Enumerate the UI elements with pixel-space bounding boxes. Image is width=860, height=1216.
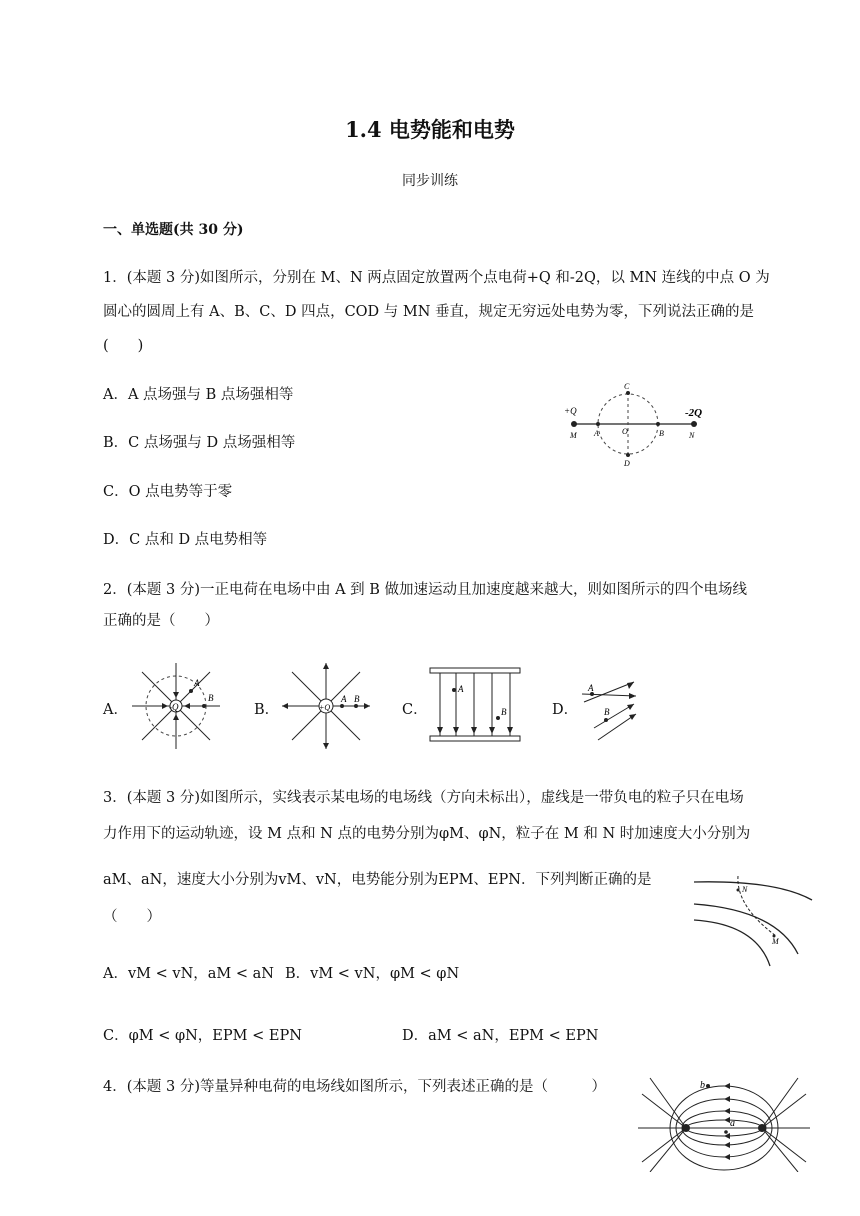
q1-fig-b-label: B	[659, 429, 664, 438]
q2-stem-line1: 2．(本题 3 分)一正电荷在电场中由 A 到 B 做加速运动且加速度越来越大，则如图所示的四个电场线	[103, 582, 748, 598]
q1-stem-line1: 1．(本题 3 分)如图所示，分别在 M、N 两点固定放置两个点电荷+Q 和-2Q，以 MN 连线的中点 O 为	[103, 270, 770, 286]
q1-option-c: C．O 点电势等于零	[103, 484, 233, 500]
q1-stem-line3: ( )	[103, 338, 144, 354]
q1-fig-neg-charge-label: -2Q	[685, 407, 703, 419]
q2-figure-d	[578, 670, 640, 746]
q4-fig-a-label: a	[730, 1118, 735, 1129]
q2-option-b-label: B．	[254, 702, 280, 718]
q2-option-a-label: A．	[103, 702, 128, 718]
q3-stem-line2: 力作用下的运动轨迹，设 M 点和 N 点的电势分别为φM、φN，粒子在 M 和 N 时加速度大小分别为	[103, 826, 751, 842]
q1-fig-pos-charge-label: +Q	[564, 406, 577, 416]
q4-stem-line1: 4．(本题 3 分)等量异种电荷的电场线如图所示，下列表述正确的是（ ）	[103, 1079, 606, 1095]
q2-figure-a	[128, 660, 224, 752]
q2-fig-b-a-label: A	[341, 694, 347, 704]
page-title: 1.4 电势能和电势	[345, 117, 515, 142]
q2-fig-d-b-label: B	[604, 707, 610, 717]
page-subtitle: 同步训练	[402, 173, 458, 189]
q1-fig-d-label: D	[624, 459, 630, 468]
q1-fig-n-label: N	[689, 431, 695, 440]
q1-fig-a-label: A	[594, 429, 599, 438]
q2-fig-d-a-label: A	[588, 683, 594, 693]
q3-stem-line1: 3．(本题 3 分)如图所示，实线表示某电场的电场线（方向未标出），虚线是一带负电的粒子只在电场	[103, 790, 744, 806]
q2-fig-b-b-label: B	[354, 694, 360, 704]
q2-option-c-label: C．	[402, 702, 428, 718]
q2-figure-c	[426, 664, 524, 746]
section-heading: 一、单选题(共 30 分)	[103, 222, 244, 238]
q3-figure	[690, 866, 816, 970]
q3-option-d: D．aM < aN，EPM < EPN	[402, 1028, 599, 1044]
q1-fig-m-label: M	[570, 431, 577, 440]
q2-fig-c-a-label: A	[458, 684, 464, 694]
q1-figure	[558, 378, 718, 468]
q3-option-a: A．vM < vN，aM < aN	[103, 966, 274, 982]
q1-fig-c-label: C	[624, 382, 630, 391]
q2-fig-a-a-label: A	[194, 678, 200, 688]
q1-option-b: B．C 点场强与 D 点场强相等	[103, 435, 296, 451]
q3-fig-m-label: M	[772, 937, 779, 946]
q2-option-d-label: D．	[552, 702, 579, 718]
q2-fig-c-b-label: B	[501, 707, 507, 717]
q1-option-d: D．C 点和 D 点电势相等	[103, 532, 268, 548]
q3-option-b: B．vM < vN，φM < φN	[285, 966, 460, 982]
q2-fig-a-b-label: B	[208, 693, 214, 703]
q2-fig-a-charge-label: -Q	[169, 702, 179, 712]
q1-stem-line2: 圆心的圆周上有 A、B、C、D 四点，COD 与 MN 垂直，规定无穷远处电势为零，下列说法正确的是	[103, 304, 755, 320]
q3-stem-line3: aM、aN，速度大小分别为vM、vN，电势能分别为EPM、EPN．下列判断正确的是	[103, 872, 652, 888]
q3-stem-line4: （ ）	[103, 909, 161, 925]
q2-stem-line2: 正确的是（ ）	[103, 613, 219, 629]
q2-figure-b	[278, 660, 374, 752]
q3-fig-n-label: N	[742, 885, 748, 894]
q2-fig-b-charge-label: +Q	[319, 703, 331, 712]
q1-option-a: A．A 点场强与 B 点场强相等	[103, 387, 294, 403]
q4-figure	[636, 1076, 812, 1172]
q4-fig-b-label: b	[700, 1080, 705, 1091]
q3-option-c: C．φM < φN，EPM < EPN	[103, 1028, 302, 1044]
q1-fig-o-label: O	[622, 427, 628, 436]
